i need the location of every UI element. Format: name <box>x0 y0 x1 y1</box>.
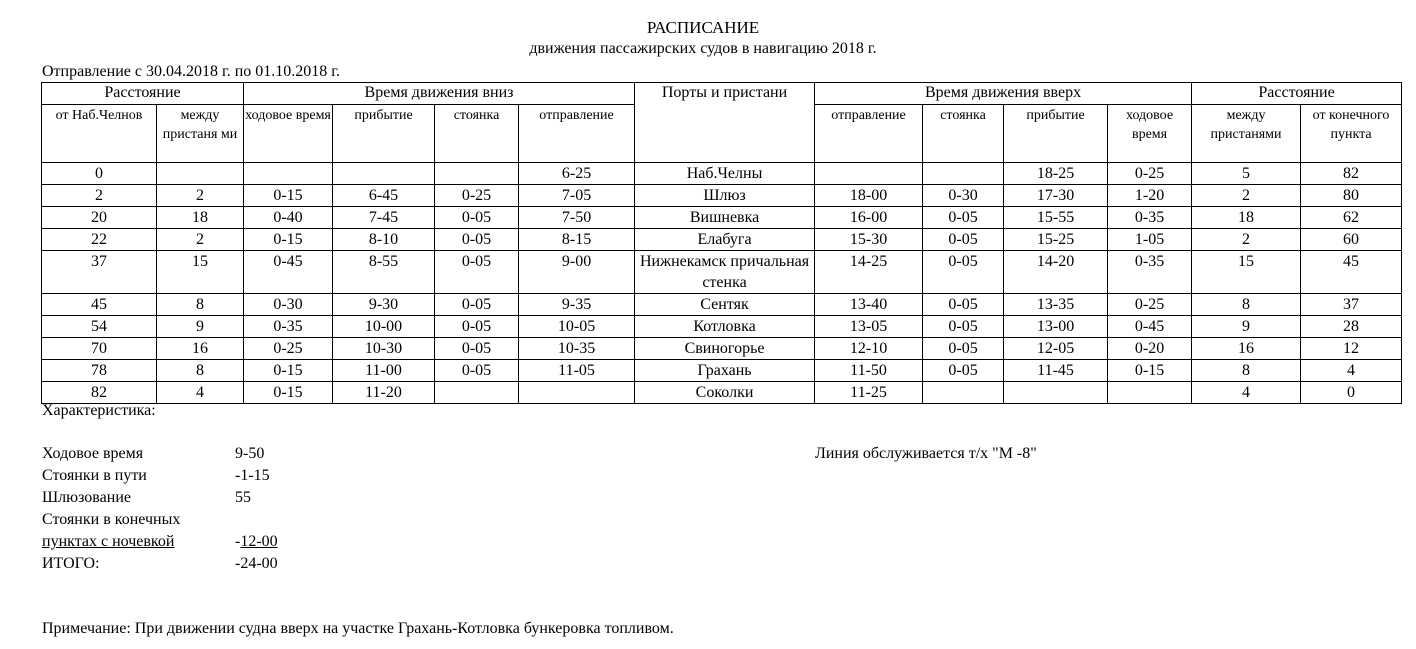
stop-down-cell <box>435 163 519 185</box>
port-name-cell: Нижнекамск причальная стенка <box>635 251 815 294</box>
run-time-up-cell: 0-45 <box>1108 316 1192 338</box>
distance-from-chelny-cell: 82 <box>42 382 157 404</box>
arrival-up-cell <box>1004 382 1108 404</box>
end-stops-label-line1: Стоянки в конечных <box>42 511 181 528</box>
table-row <box>42 185 1402 207</box>
distance-between-right-cell: 5 <box>1192 163 1301 185</box>
arrival-up-cell: 13-35 <box>1004 294 1108 316</box>
distance-from-end-cell: 12 <box>1301 338 1402 360</box>
distance-from-end-cell: 45 <box>1301 251 1402 294</box>
distance-from-end-cell: 80 <box>1301 185 1402 207</box>
schedule-period: Отправление с 30.04.2018 г. по 01.10.2018 г. <box>42 63 341 80</box>
locks-value: 55 <box>235 489 251 506</box>
table-row <box>42 294 1402 316</box>
arrival-down-cell: 7-45 <box>333 207 435 229</box>
port-name-cell: Грахань <box>635 360 815 382</box>
distance-between-left-cell: 2 <box>157 185 244 207</box>
table-row <box>42 251 1402 294</box>
departure-down-cell: 11-05 <box>519 360 635 382</box>
departure-down-cell: 10-05 <box>519 316 635 338</box>
run-time-down-cell: 0-15 <box>244 185 333 207</box>
subheader-between-right: между пристанями <box>1192 105 1301 163</box>
run-time-up-cell: 0-20 <box>1108 338 1192 360</box>
run-time-up-cell <box>1108 382 1192 404</box>
distance-between-left-cell: 8 <box>157 360 244 382</box>
run-time-up-cell: 0-25 <box>1108 163 1192 185</box>
arrival-up-cell: 15-55 <box>1004 207 1108 229</box>
distance-from-end-cell: 82 <box>1301 163 1402 185</box>
distance-from-chelny-cell: 2 <box>42 185 157 207</box>
departure-down-cell <box>519 382 635 404</box>
schedule-table <box>41 82 1402 404</box>
distance-between-right-cell: 15 <box>1192 251 1301 294</box>
arrival-down-cell: 10-30 <box>333 338 435 360</box>
distance-between-right-cell: 18 <box>1192 207 1301 229</box>
arrival-up-cell: 18-25 <box>1004 163 1108 185</box>
stop-up-cell: 0-05 <box>923 338 1004 360</box>
stop-down-cell: 0-05 <box>435 251 519 294</box>
locks-label: Шлюзование <box>42 489 131 506</box>
distance-between-left-cell: 15 <box>157 251 244 294</box>
run-time-down-cell: 0-30 <box>244 294 333 316</box>
arrival-down-cell: 11-20 <box>333 382 435 404</box>
distance-between-right-cell: 16 <box>1192 338 1301 360</box>
distance-between-left-cell: 16 <box>157 338 244 360</box>
distance-from-end-cell: 28 <box>1301 316 1402 338</box>
distance-from-chelny-cell: 22 <box>42 229 157 251</box>
subheader-stop-down: стоянка <box>435 105 519 163</box>
stop-down-cell: 0-05 <box>435 360 519 382</box>
stops-label: Стоянки в пути <box>42 467 147 484</box>
departure-up-cell: 11-50 <box>815 360 923 382</box>
stop-down-cell: 0-05 <box>435 294 519 316</box>
header-distance-right: Расстояние <box>1192 83 1402 105</box>
table-row <box>42 207 1402 229</box>
run-time-value: 9-50 <box>235 445 265 462</box>
distance-between-right-cell: 4 <box>1192 382 1301 404</box>
arrival-down-cell <box>333 163 435 185</box>
distance-between-left-cell: 4 <box>157 382 244 404</box>
end-stops-value-block <box>235 533 278 551</box>
arrival-up-cell: 13-00 <box>1004 316 1108 338</box>
departure-down-cell: 7-50 <box>519 207 635 229</box>
departure-up-cell: 13-40 <box>815 294 923 316</box>
distance-from-chelny-cell: 45 <box>42 294 157 316</box>
header-distance-left: Расстояние <box>42 83 244 105</box>
distance-from-end-cell: 37 <box>1301 294 1402 316</box>
run-time-up-cell: 1-20 <box>1108 185 1192 207</box>
run-time-down-cell: 0-35 <box>244 316 333 338</box>
footnote: Примечание: При движении судна вверх на участке Грахань-Котловка бункеровка топливом. <box>42 620 674 637</box>
departure-down-cell: 6-25 <box>519 163 635 185</box>
departure-up-cell: 13-05 <box>815 316 923 338</box>
arrival-down-cell: 10-00 <box>333 316 435 338</box>
subheader-arrival-up: прибытие <box>1004 105 1108 163</box>
departure-up-cell: 15-30 <box>815 229 923 251</box>
page-title: РАСПИСАНИЕ <box>646 18 760 37</box>
end-stops-label-line2: пунктах с ночевкой <box>42 533 175 550</box>
stop-up-cell: 0-30 <box>923 185 1004 207</box>
distance-from-chelny-cell: 37 <box>42 251 157 294</box>
total-label: ИТОГО: <box>42 555 100 572</box>
stop-up-cell <box>923 163 1004 185</box>
table-row <box>42 382 1402 404</box>
distance-between-right-cell: 8 <box>1192 294 1301 316</box>
distance-from-end-cell: 60 <box>1301 229 1402 251</box>
arrival-up-cell: 12-05 <box>1004 338 1108 360</box>
port-name-cell: Вишневка <box>635 207 815 229</box>
distance-from-end-cell: 0 <box>1301 382 1402 404</box>
departure-up-cell <box>815 163 923 185</box>
stop-up-cell <box>923 382 1004 404</box>
departure-up-cell: 18-00 <box>815 185 923 207</box>
distance-between-left-cell: 8 <box>157 294 244 316</box>
run-time-up-cell: 0-15 <box>1108 360 1192 382</box>
table-row <box>42 338 1402 360</box>
run-time-down-cell: 0-40 <box>244 207 333 229</box>
distance-from-chelny-cell: 78 <box>42 360 157 382</box>
subheader-from-chelny: от Наб.Челнов <box>42 105 157 163</box>
subheader-run-time-up: ходовое время <box>1108 105 1192 163</box>
stop-down-cell: 0-25 <box>435 185 519 207</box>
table-row <box>42 316 1402 338</box>
port-name-cell: Елабуга <box>635 229 815 251</box>
port-name-cell: Котловка <box>635 316 815 338</box>
arrival-down-cell: 8-55 <box>333 251 435 294</box>
subheader-departure-up: отправление <box>815 105 923 163</box>
stop-down-cell <box>435 382 519 404</box>
subheader-between-left: между пристаня ми <box>157 105 244 163</box>
header-ports: Порты и пристани <box>635 83 815 163</box>
distance-from-chelny-cell: 54 <box>42 316 157 338</box>
departure-down-cell: 7-05 <box>519 185 635 207</box>
port-name-cell: Сентяк <box>635 294 815 316</box>
distance-between-left-cell: 18 <box>157 207 244 229</box>
run-time-down-cell: 0-15 <box>244 360 333 382</box>
characteristics-heading: Характеристика: <box>42 402 156 419</box>
distance-from-chelny-cell: 70 <box>42 338 157 360</box>
stop-up-cell: 0-05 <box>923 229 1004 251</box>
port-name-cell: Шлюз <box>635 185 815 207</box>
table-row <box>42 229 1402 251</box>
line-service-note: Линия обслуживается т/х "М -8" <box>815 445 1037 462</box>
distance-between-left-cell <box>157 163 244 185</box>
subheader-run-time-down: ходовое время <box>244 105 333 163</box>
arrival-down-cell: 6-45 <box>333 185 435 207</box>
stop-down-cell: 0-05 <box>435 338 519 360</box>
subheader-arrival-down: прибытие <box>333 105 435 163</box>
distance-from-end-cell: 62 <box>1301 207 1402 229</box>
distance-between-right-cell: 2 <box>1192 229 1301 251</box>
departure-up-cell: 16-00 <box>815 207 923 229</box>
run-time-label: Ходовое время <box>42 445 144 462</box>
stop-up-cell: 0-05 <box>923 360 1004 382</box>
run-time-down-cell: 0-15 <box>244 229 333 251</box>
departure-up-cell: 12-10 <box>815 338 923 360</box>
departure-down-cell: 9-35 <box>519 294 635 316</box>
arrival-up-cell: 15-25 <box>1004 229 1108 251</box>
stop-up-cell: 0-05 <box>923 316 1004 338</box>
page-subtitle: движения пассажирских судов в навигацию 2018 г. <box>529 40 877 57</box>
run-time-down-cell: 0-25 <box>244 338 333 360</box>
departure-down-cell: 8-15 <box>519 229 635 251</box>
distance-from-chelny-cell: 20 <box>42 207 157 229</box>
run-time-down-cell: 0-45 <box>244 251 333 294</box>
distance-between-left-cell: 2 <box>157 229 244 251</box>
arrival-up-cell: 11-45 <box>1004 360 1108 382</box>
subheader-departure-down: отправление <box>519 105 635 163</box>
run-time-down-cell <box>244 163 333 185</box>
header-downstream: Время движения вниз <box>244 83 635 105</box>
distance-between-right-cell: 9 <box>1192 316 1301 338</box>
port-name-cell: Наб.Челны <box>635 163 815 185</box>
distance-between-left-cell: 9 <box>157 316 244 338</box>
arrival-down-cell: 9-30 <box>333 294 435 316</box>
departure-up-cell: 11-25 <box>815 382 923 404</box>
departure-down-cell: 9-00 <box>519 251 635 294</box>
arrival-up-cell: 17-30 <box>1004 185 1108 207</box>
port-name-cell: Свиногорье <box>635 338 815 360</box>
end-stops-value-prefix: - <box>235 533 241 550</box>
stop-down-cell: 0-05 <box>435 229 519 251</box>
arrival-down-cell: 11-00 <box>333 360 435 382</box>
distance-between-right-cell: 2 <box>1192 185 1301 207</box>
distance-between-right-cell: 8 <box>1192 360 1301 382</box>
stop-up-cell: 0-05 <box>923 251 1004 294</box>
run-time-up-cell: 0-35 <box>1108 251 1192 294</box>
table-row <box>42 163 1402 185</box>
arrival-up-cell: 14-20 <box>1004 251 1108 294</box>
distance-from-end-cell: 4 <box>1301 360 1402 382</box>
subheader-from-end: от конечного пункта <box>1301 105 1402 163</box>
total-value: -24-00 <box>235 555 278 572</box>
run-time-down-cell: 0-15 <box>244 382 333 404</box>
arrival-down-cell: 8-10 <box>333 229 435 251</box>
end-stops-value: 12-00 <box>240 533 278 550</box>
port-name-cell: Соколки <box>635 382 815 404</box>
stop-down-cell: 0-05 <box>435 207 519 229</box>
stop-up-cell: 0-05 <box>923 294 1004 316</box>
subheader-stop-up: стоянка <box>923 105 1004 163</box>
run-time-up-cell: 0-35 <box>1108 207 1192 229</box>
departure-up-cell: 14-25 <box>815 251 923 294</box>
header-upstream: Время движения вверх <box>815 83 1192 105</box>
distance-from-chelny-cell: 0 <box>42 163 157 185</box>
run-time-up-cell: 1-05 <box>1108 229 1192 251</box>
stops-value: -1-15 <box>235 467 270 484</box>
table-row <box>42 360 1402 382</box>
departure-down-cell: 10-35 <box>519 338 635 360</box>
run-time-up-cell: 0-25 <box>1108 294 1192 316</box>
stop-down-cell: 0-05 <box>435 316 519 338</box>
stop-up-cell: 0-05 <box>923 207 1004 229</box>
